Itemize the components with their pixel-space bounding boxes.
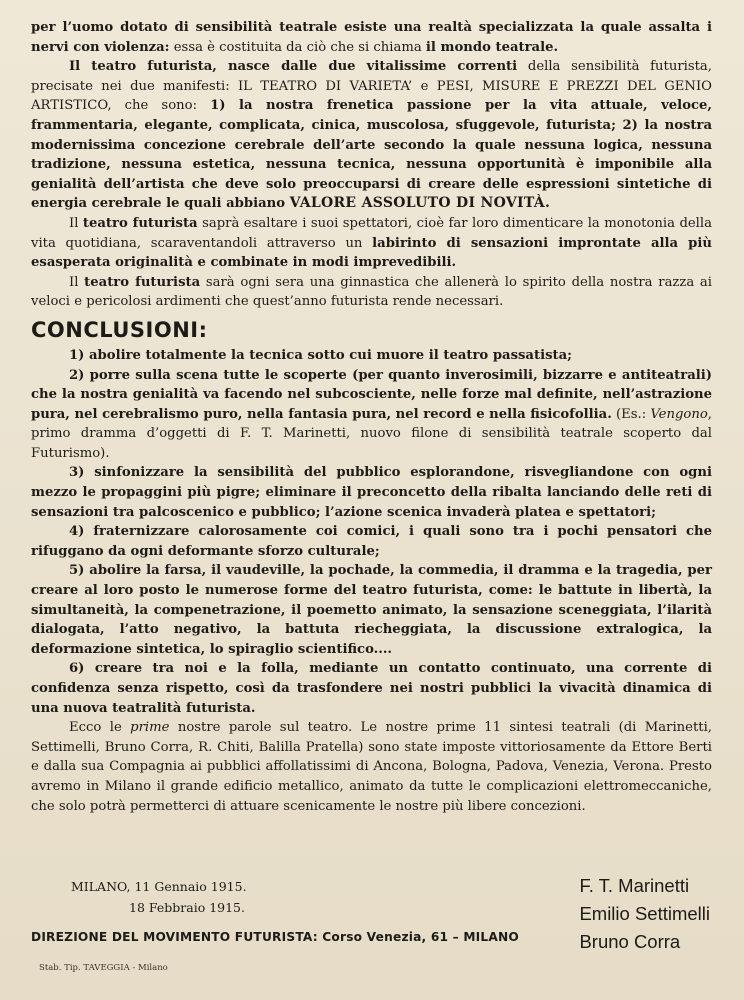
bold-text: il mondo teatrale.: [425, 39, 559, 55]
bold-text: 4) fraternizzare calorosamente coi comici, i quali sono tra i pochi pensatori che rifuggano da ogni deformante sforzo culturale;: [31, 524, 712, 559]
date-second: 18 Febbraio 1915.: [129, 900, 245, 915]
bold-text: Il teatro futurista, nasce dalle due vitalissime correnti: [69, 59, 518, 75]
italic-title: Vengono: [650, 406, 708, 422]
text-run: essa è costituita da ciò che si chiama: [169, 39, 426, 55]
text-run: Ecco le: [69, 720, 131, 736]
dates: [71, 876, 247, 918]
date-milano: MILANO, 11 Gennaio 1915.: [71, 879, 247, 894]
text-run: , primo dramma d’oggetti di F. T. Marinetti, nuovo filone di sensibilità teatrale scoperto dal Futurismo).: [31, 406, 712, 461]
italic-title: prime: [130, 720, 170, 736]
conclusion-item: [31, 522, 712, 561]
body-paragraph: [31, 718, 712, 816]
bold-text: 3) sinfonizzare la sensibilità del pubblico esplorandone, risvegliandone con ogni mezzo le propaggini più pigre; eliminare il preconcetto della ribalta lanciando delle reti di sensazioni tra palcoscenico e pubblico; l’azione scenica invaderà platea e spettatori;: [31, 465, 712, 520]
signature-marinetti: F. T. Marinetti: [579, 875, 690, 896]
text-run: della sensibilità futurista, precisate nei due manifesti: IL TEATRO DI VARIETA’ e PESI, MISURE E PREZZI DEL GENIO ARTISTICO, che sono:: [31, 59, 712, 114]
text-run: Il: [69, 215, 83, 231]
signature-corra: Bruno Corra: [579, 931, 681, 952]
bold-text: 1) abolire totalmente la tecnica sotto cui muore il teatro passatista;: [69, 347, 573, 363]
conclusion-item: [31, 561, 712, 659]
body-paragraph: [31, 273, 712, 312]
body-paragraph: [31, 18, 712, 57]
bold-text: labirinto di sensazioni improntate alla più esasperata originalità e combinate in modi imprevedibili.: [31, 235, 712, 271]
text-run: nostre parole sul teatro. Le nostre prime 11 sintesi teatrali (di Marinetti, Settimelli, Bruno Corra, R. Chiti, Balilla Pratella) sono state imposte vittoriosamente da Ettore Berti e dalla sua Compagnia ai pubblici affollatissimi di Ancona, Bologna, Padova, Venezia, Verona. Presto avremo in Milano il grande edificio metallico, animato da tutte le complicazioni elettromeccaniche, che solo potrà permetterci di attuare scenicamente le nostre più libere concezioni.: [31, 720, 712, 814]
bold-text: 1) la nostra frenetica passione per la vita attuale, veloce, frammentaria, elegante, complicata, cinica, muscolosa, sfuggevole, futurista; 2) la nostra modernissima concezione cerebrale dell’arte secondo la quale nessuna logica, nessuna tradizione, nessuna estetica, nessuna tecnica, nessuna opportunità è imponibile alla genialità dell’artista che deve solo preoccuparsi di creare delle espressioni sintetiche di energia cerebrale le quali abbiano: [31, 98, 713, 212]
conclusion-item: [31, 659, 712, 718]
conclusion-item: [31, 346, 712, 366]
bold-text: 6) creare tra noi e la folla, mediante un contatto continuato, una corrente di confidenza senza rispetto, così da trasfondere nei nostri pubblici la vivacità dinamica di una nuova teatralità futurista.: [31, 661, 712, 716]
bold-text: per l’uomo dotato di sensibilità teatrale esiste una realtà specializzata la quale assalta i nervi con violenza:: [31, 20, 712, 55]
footer: [31, 872, 712, 992]
bold-text: teatro futurista: [84, 274, 201, 290]
text-run: saprà esaltare i suoi spettatori, cioè far loro dimenticare la monotonia della vita quotidiana, scaraventandoli attraverso un: [31, 215, 712, 251]
signatures: [579, 872, 710, 956]
printer-credit: Stab. Tip. TAVEGGIA - Milano: [39, 963, 168, 973]
bold-text: VALORE ASSOLUTO DI NOVITÀ.: [289, 195, 551, 212]
text-run: Il: [69, 274, 85, 290]
text-run: (Es.:: [611, 406, 651, 422]
body-paragraph: [31, 57, 712, 214]
body-paragraph: [31, 214, 712, 273]
text-run: sarà ogni sera una ginnastica che allenerà lo spirito della nostra razza ai veloci e pericolosi ardimenti che quest’anno futurista rende necessari.: [31, 274, 713, 310]
section-heading: CONCLUSIONI:: [31, 317, 208, 342]
bold-text: 2) porre sulla scena tutte le scoperte (per quanto inverosimili, bizzarre e antiteatrali) che la nostra genialità va facendo nel subcosciente, nelle forze mal definite, nell’astrazione pura, nel cerebralismo puro, nella fantasia pura, nel record e nella fisicofollia.: [31, 367, 712, 422]
conclusion-item: [31, 366, 712, 464]
signature-settimelli: Emilio Settimelli: [579, 903, 710, 924]
bold-text: teatro futurista: [82, 215, 198, 231]
direzione-address: DIREZIONE DEL MOVIMENTO FUTURISTA: Corso Venezia, 61 – MILANO: [31, 930, 519, 944]
conclusion-item: [31, 463, 712, 522]
manifesto-body: [31, 18, 712, 816]
bold-text: 5) abolire la farsa, il vaudeville, la pochade, la commedia, il dramma e la tragedia, per creare al loro posto le numerose forme del teatro futurista, come: le battute in libertà, la simultaneità, la compenetrazione, il poemetto animato, la sensazione sceneggiata, l’ilarità dialogata, l’atto negativo, la battuta riecheggiata, la discussione extralogica, la deformazione sintetica, lo spiraglio scientifico....: [31, 563, 712, 657]
